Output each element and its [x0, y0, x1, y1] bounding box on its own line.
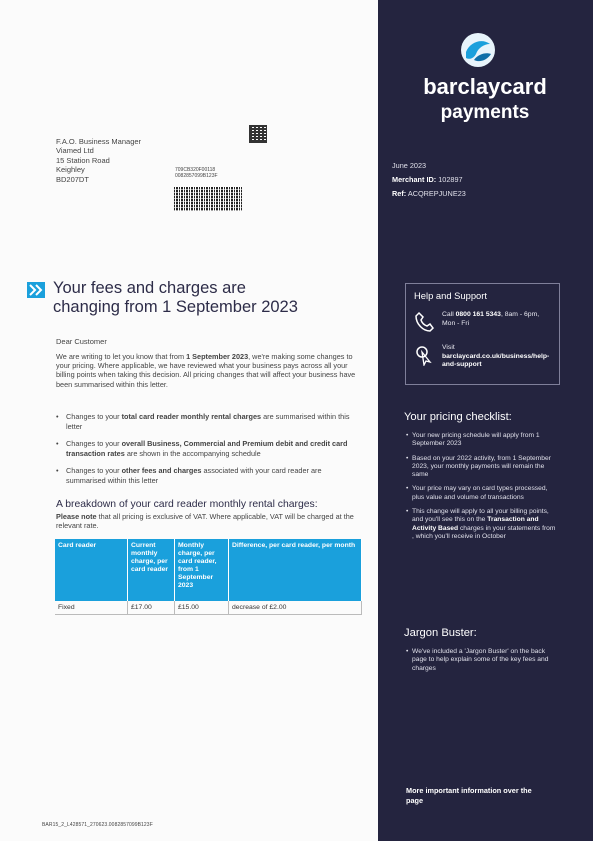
note-text: that all pricing is exclusive of VAT. Where applicable, VAT will be charged at the relevant rate. — [56, 512, 354, 530]
address-line: BD207DT — [56, 174, 89, 184]
footer-code: BAR15_2_L428571_270623.0082857099B123F — [42, 822, 153, 828]
help-box — [405, 283, 560, 385]
letter-meta — [392, 159, 466, 201]
merchant-value: 102897 — [438, 175, 463, 184]
list-text: charges in your statements from , which you'll receive in October — [412, 524, 556, 540]
table-row — [55, 601, 362, 615]
help-phone-text — [442, 311, 552, 328]
list-text: Changes to your — [66, 439, 122, 448]
list-item — [56, 439, 361, 458]
list-item: • Based on your 2022 activity, from 1 September 2023, your monthly payments will remain the same — [406, 455, 556, 480]
phone-number[interactable]: 0800 161 5343 — [455, 311, 501, 318]
greeting: Dear Customer — [56, 337, 107, 346]
list-bold: total card reader monthly rental charges — [121, 412, 262, 421]
jargon-list — [406, 648, 556, 679]
vat-note — [56, 512, 361, 530]
list-text: This change will apply to all your billing points, and you'll see this on the — [412, 508, 549, 524]
list-bold: Transaction and Activity Based — [412, 516, 539, 532]
list-item: • We've included a 'Jargon Buster' on the back page to help explain some of the key fees and charges — [406, 648, 556, 673]
barcode-icon — [174, 187, 242, 211]
ref-value: ACQREPJUNE23 — [407, 189, 466, 198]
table-cell: £17.00 — [128, 601, 175, 615]
address-line: Viamed Ltd — [56, 146, 94, 156]
phone-icon — [414, 311, 434, 333]
call-hours: , 8am - 6pm, Mon - Fri — [442, 311, 540, 327]
title-line: changing from 1 September 2023 — [53, 297, 298, 316]
qr-code-icon — [249, 125, 267, 143]
ref-label: Ref: — [392, 189, 407, 198]
reference — [392, 187, 466, 201]
list-text: Changes to your — [66, 466, 122, 475]
section-title: A breakdown of your card reader monthly rental charges: — [56, 499, 318, 510]
brand-sub: payments — [440, 102, 530, 123]
brand-logo — [405, 32, 565, 142]
list-item: • Your new pricing schedule will apply from 1 September 2023 — [406, 432, 556, 449]
merchant-id — [392, 173, 466, 187]
list-bold: overall Business, Commercial and Premium debit and credit card transaction rates — [66, 439, 348, 458]
intro-date: 1 September 2023 — [186, 352, 249, 361]
column-header: Card reader — [55, 539, 128, 601]
merchant-label: Merchant ID: — [392, 175, 437, 184]
table-cell: £15.00 — [175, 601, 229, 615]
mail-code: 709CB320F00118 — [175, 167, 216, 173]
change-list — [56, 412, 361, 493]
checklist — [406, 432, 556, 547]
visit-pre: Visit — [442, 344, 455, 351]
cursor-click-icon — [414, 344, 434, 366]
call-pre: Call — [442, 311, 456, 318]
note-bold: Please note — [56, 512, 97, 521]
address-line: Keighley — [56, 165, 85, 175]
mail-code: 0082857099B123F — [175, 173, 218, 179]
more-info: More important information over the page — [406, 786, 532, 805]
address-line: 15 Station Road — [56, 155, 110, 165]
column-header: Monthly charge, per card reader, from 1 September 2023 — [175, 539, 229, 601]
list-item — [56, 466, 361, 485]
mail-codes — [175, 167, 218, 179]
help-title: Help and Support — [414, 290, 487, 301]
list-text: are summarised within this letter — [66, 412, 350, 431]
list-item: • Your price may vary on card types processed, plus value and volume of transactions — [406, 485, 556, 502]
column-header: Current monthly charge, per card reader — [128, 539, 175, 601]
title-line: Your fees and charges are — [53, 279, 246, 297]
list-text: associated with your card reader are summarised within this letter — [66, 466, 322, 485]
help-web-text — [442, 344, 552, 370]
checklist-title: Your pricing checklist: — [404, 411, 512, 423]
chevron-right-icon — [27, 282, 45, 298]
barclaycard-eagle-icon — [460, 32, 496, 68]
jargon-title: Jargon Buster: — [404, 627, 477, 639]
rental-charges-table — [55, 539, 362, 615]
list-text: Changes to your — [66, 412, 122, 421]
address-line: F.A.O. Business Manager — [56, 137, 142, 146]
table-header-row — [55, 539, 362, 601]
intro-text: We are writing to let you know that from — [56, 352, 187, 361]
list-bold: other fees and charges — [121, 466, 202, 475]
recipient-address — [56, 137, 141, 184]
column-header: Difference, per card reader, per month — [229, 539, 362, 601]
list-item — [56, 412, 361, 431]
list-item — [406, 508, 556, 541]
intro-paragraph — [56, 352, 361, 389]
list-text: are shown in the accompanying schedule — [124, 448, 261, 458]
support-link[interactable]: barclaycard.co.uk/business/help-and-support — [442, 352, 550, 368]
intro-text: , we're making some changes to your pricing. Where applicable, we have reviewed what your business pays across all your billing points when taking this decision. All pricing changes that will affect your business have been summarised within this letter. — [56, 352, 356, 389]
page-title — [53, 279, 363, 316]
table-cell: decrease of £2.00 — [229, 601, 362, 615]
letter-date: June 2023 — [392, 161, 427, 170]
brand-name: barclaycard — [423, 74, 547, 99]
table-cell: Fixed — [55, 601, 128, 615]
